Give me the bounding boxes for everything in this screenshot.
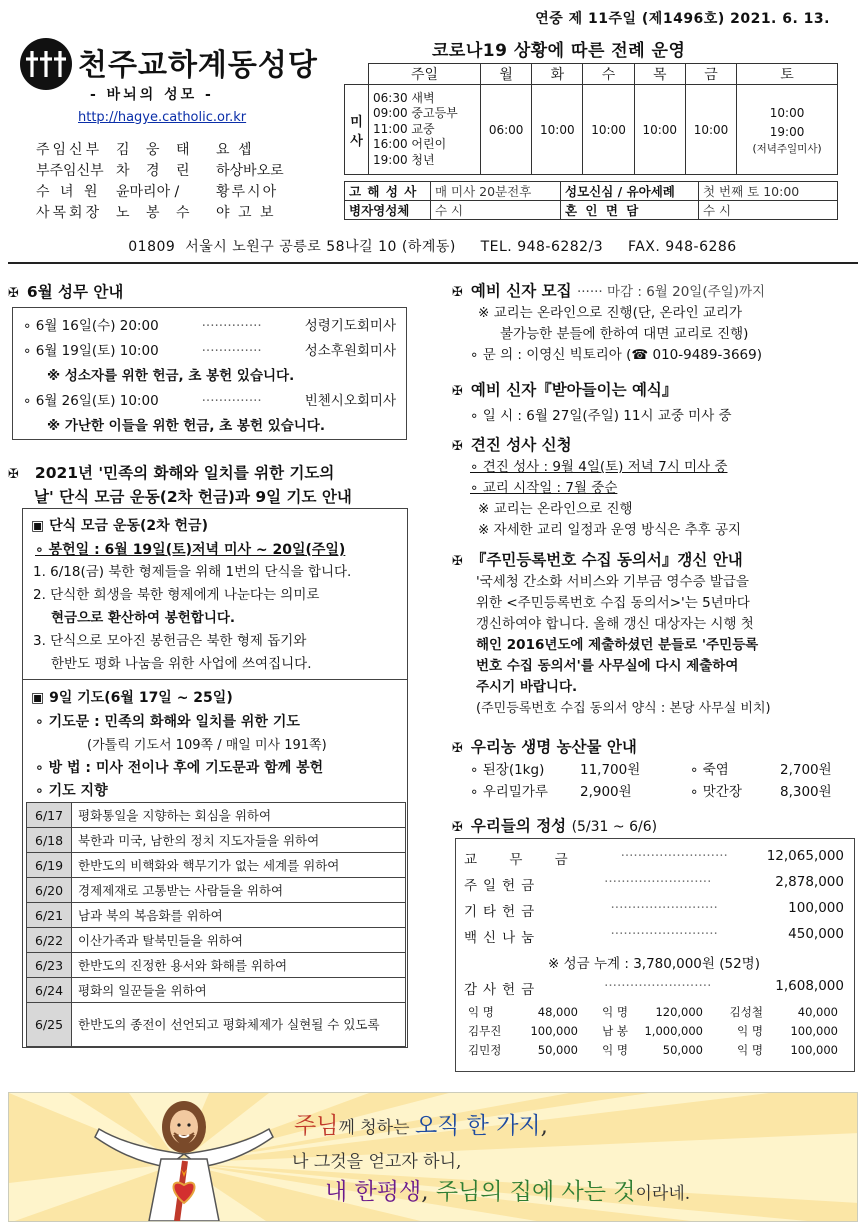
staff-list: [36, 140, 326, 224]
weekday-time: 10:00: [532, 85, 583, 175]
parish-address: 01809 서울시 노원구 공릉로 58나길 10 (하계동) TEL. 948-6282/3 FAX. 948-6286: [128, 239, 737, 255]
sacrament-table: 고 해 성 사 매 미사 20분전후 성모신심 / 유아세례 첫 번째 토 10:00 병자영성체 수 시 혼 인 면 담 수 시: [344, 181, 838, 220]
mass-schedule-table: [344, 63, 838, 175]
parish-name: 천주교하계동성당: [78, 48, 318, 83]
mass-label: 미사: [345, 85, 369, 175]
fast-section-title: ✠ 2021년 '민족의 화해와 일치를 위한 기도의 날' 단식 모금 운동(2차 헌금)과 9일 기도 안내: [8, 464, 352, 506]
cross-bullet-icon: ✠: [452, 384, 463, 399]
june-schedule-box: ∘ 6월 16일(수) 20:00 ·············· 성령기도회미사 ∘ 6월 19일(토) 10:00 ·············· 성소후원회미사 ※ 성소자를 위한 헌금, 초 봉헌 있습니다. ∘ 6월 26일(토) 10:00 ·············· 빈첸시오회미사 ※ 가난한 이들을 위한 헌금, 초 봉헌 있습니다.: [12, 307, 407, 440]
staff-row: 사목회장 노 봉 수 야 고 보: [36, 205, 276, 221]
day-header: 수: [583, 64, 634, 85]
scripture-banner: [8, 1092, 858, 1222]
cross-bullet-icon: ✠: [8, 286, 19, 301]
table-row: 6/20 경제제재로 고통받는 사람들을 위하여: [27, 878, 406, 903]
cross-bullet-icon: ✠: [452, 820, 463, 835]
id-consent-section: ✠ 『주민등록번호 수집 동의서』갱신 안내 '국세청 간소화 서비스와 기부금 영수증 발급을 위한 <주민등록번호 수집 동의서>'는 5년마다 갱신하여야 합니다. 올해 갱신 대상자는 시행 첫 해인 2016년도에 제출하셨던 분들로 '주민등록 번호 수집 동의서'를 사무실에 다시 제출하여 주시기 바랍니다. (주민등록번호 수집 동의서 양식 : 본당 사무실 비치): [452, 551, 771, 716]
table-row: 6/17 평화통일을 지향하는 회심을 위하여: [27, 803, 406, 828]
intention-table: [26, 802, 406, 1047]
cross-bullet-icon: ✠: [8, 467, 19, 482]
saturday-times: 10:00 19:00 (저녁주일미사): [737, 85, 838, 175]
banner-line-1: 주님께 청하는 오직 한 가지,: [294, 1113, 548, 1139]
weekday-time: 10:00: [634, 85, 685, 175]
welcome-rite-section: ✠ 예비 신자『받아들이는 예식』 ∘ 일 시 : 6월 27일(주일) 11시 교중 미사 중: [452, 381, 732, 424]
june-section-title: ✠ 6월 성무 안내: [8, 283, 124, 301]
weekday-time: 06:00: [481, 85, 532, 175]
offering-box: 교 무 금 ························· 12,065,000 주일헌금 ························· 2,878,000 기타헌금 ························· 100,000 백신나눔 ························· 450,000 ※ 성금 누계 : 3,780,000원 (52명) 감사헌금 ························· 1,608,000 익 명 48,000 익 명 120,000 김성철 40,000 김무진 100,000 남 봉 1,000,000 익 명 100,000 김민정 50,000 익 명 50,000 익 명 100,000: [455, 838, 855, 1072]
day-header: 금: [685, 64, 736, 85]
catechumen-section: ✠ 예비 신자 모집 ······ 마감 : 6월 20일(주일)까지 ※ 교리는 온라인으로 진행(단, 온라인 교리가 불가능한 분들에 한하여 대면 교리로 진행) ∘ 문 의 : 이영신 빅토리아 (☎ 010-9489-3669): [452, 282, 766, 363]
table-row: 6/24 평화의 일꾼들을 위하여: [27, 978, 406, 1003]
offering-title: ✠ 우리들의 정성 (5/31 ~ 6/6): [452, 817, 658, 835]
day-header: 목: [634, 64, 685, 85]
sunday-times: 06:30 새벽 09:00 중고등부 11:00 교중 16:00 어린이 19:00 청년: [369, 85, 481, 175]
issue-number: 연중 제 11주일 (제1496호) 2021. 6. 13.: [535, 11, 830, 27]
parish-subtitle: - 바뇌의 성모 -: [90, 87, 214, 103]
staff-row: 주임신부 김 웅 태 요 셉: [36, 142, 254, 158]
table-row: 6/25 한반도의 종전이 선언되고 평화체제가 실현될 수 있도록: [27, 1003, 406, 1047]
confirmation-section: ✠ 견진 성사 신청 ∘ 견진 성사 : 9월 4일(토) 저녁 7시 미사 중 ∘ 교리 시작일 : 7월 중순 ※ 교리는 온라인으로 진행 ※ 자세한 교리 일정과 운영 방식은 추후 공지: [452, 436, 742, 538]
day-header: 월: [481, 64, 532, 85]
weekday-time: 10:00: [685, 85, 736, 175]
weekday-time: 10:00: [583, 85, 634, 175]
day-header: 주일: [369, 64, 481, 85]
cross-bullet-icon: ✠: [452, 285, 463, 300]
staff-row: 수 녀 원 윤마리아 / 황루시아: [36, 184, 279, 200]
day-header: 토: [737, 64, 838, 85]
jesus-illustration-icon: [89, 1099, 279, 1221]
table-row: 6/19 한반도의 비핵화와 핵무기가 없는 세계를 위하여: [27, 853, 406, 878]
table-row: 6/23 한반도의 진정한 용서와 화해를 위하여: [27, 953, 406, 978]
schedule-title: 코로나19 상황에 따른 전례 운영: [432, 41, 686, 61]
parish-url-link[interactable]: http://hagye.catholic.or.kr: [78, 110, 247, 125]
banner-line-2: 나 그것을 얻고자 하니,: [292, 1152, 462, 1172]
table-row: 6/22 이산가족과 탈북민들을 위하여: [27, 928, 406, 953]
fast-campaign-box: ▣ 단식 모금 운동(2차 헌금) ∘ 봉헌일 : 6월 19일(토)저녁 미사 ~ 20일(주일) 1. 6/18(금) 북한 형제들을 위해 1번의 단식을 합니다. 2. 단식한 희생을 북한 형제에게 나눈다는 의미로 현금으로 환산하여 봉헌합니다. 3. 단식으로 모아진 봉헌금은 북한 형제 돕기와 한반도 평화 나눔을 위한 사업에 쓰여집니다. ▣ 9일 기도(6월 17일 ~ 25일) ∘ 기도문 : 민족의 화해와 일치를 위한 기도 (가톨릭 기도서 109쪽 / 매일 미사 191쪽) ∘ 방 법 : 미사 전이나 후에 기도문과 함께 봉헌 ∘ 기도 지향 6/17 평화통일을 지향하는 회심을 위하여 6/18 북한과 미국, 남한의 정치 지도자들을 위하여 6/19 한반도의 비핵화와 핵무기가 없는 세계를 위하여 6/20 경제제재로 고통받는 사람들을 위하여 6/21 남과 북의 복음화를 위하여 6/22 이산가족과 탈북민들을 위하여 6/23 한반도의 진정한 용서와 화해를 위하여 6/24 평화의 일꾼들을 위하여 6/25 한반도의 종전이 선언되고 평화체제가 실현될 수 있도록: [22, 508, 408, 1048]
staff-row: 부주임신부 차 경 린 하상바오로: [36, 163, 284, 179]
cross-bullet-icon: ✠: [452, 741, 463, 756]
table-row: 6/18 북한과 미국, 남한의 정치 지도자들을 위하여: [27, 828, 406, 853]
day-header: 화: [532, 64, 583, 85]
donor-list: 익 명 48,000 익 명 120,000 김성철 40,000 김무진 100,000 남 봉 1,000,000 익 명 100,000 김민정 50,000 익 명 50,000 익 명 100,000: [468, 1005, 838, 1057]
table-row: 6/21 남과 북의 복음화를 위하여: [27, 903, 406, 928]
banner-line-3: 내 한평생, 주님의 집에 사는 것이라네.: [325, 1179, 691, 1205]
farm-products-section: ✠ 우리농 생명 농산물 안내 ∘ 된장(1kg) 11,700원 ∘ 죽염 2,700원 ∘ 우리밀가루 2,900원 ∘ 맛간장 8,300원: [452, 738, 832, 800]
cross-bullet-icon: ✠: [452, 554, 463, 569]
cross-emblem-icon: [20, 38, 72, 90]
cross-bullet-icon: ✠: [452, 439, 463, 454]
divider: [8, 262, 858, 264]
